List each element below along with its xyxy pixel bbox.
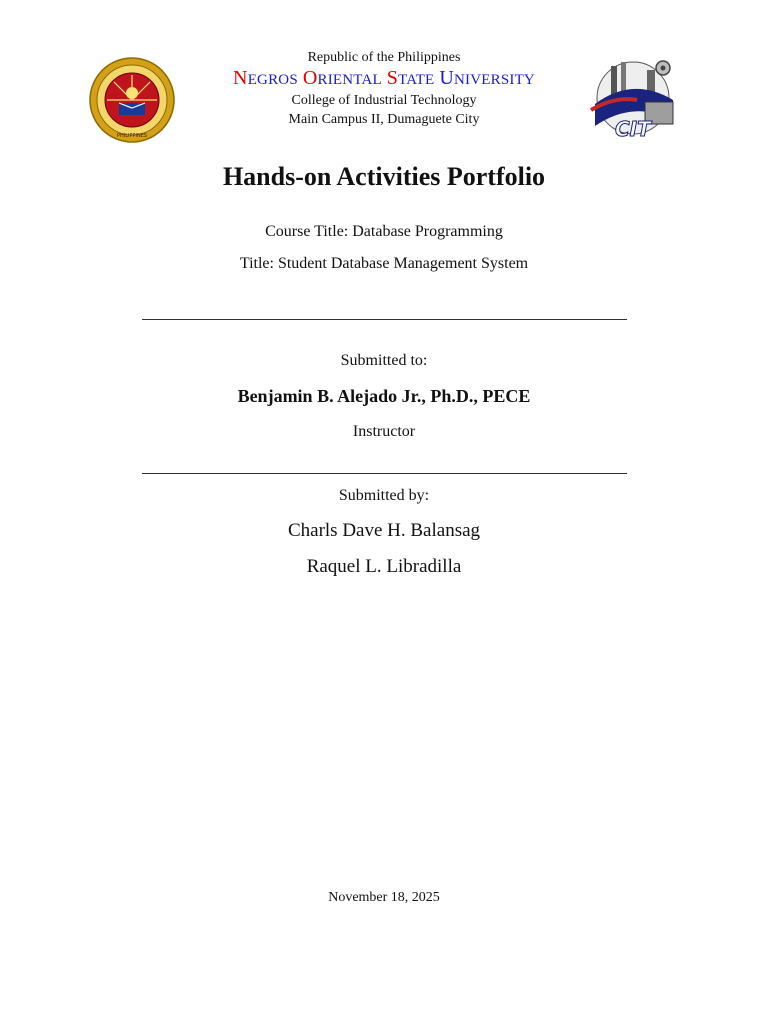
submission-date: November 18, 2025	[328, 890, 440, 905]
cit-logo-text: CIT	[615, 117, 651, 141]
college-line: College of Industrial Technology	[291, 93, 477, 108]
course-title: Course Title: Database Programming	[265, 223, 503, 240]
university-name	[0, 67, 768, 91]
page-title: Hands-on Activities Portfolio	[222, 162, 546, 191]
university-name-word: ORIENTAL	[302, 67, 382, 89]
submitted-by-label: Submitted by:	[338, 487, 430, 504]
campus-line: Main Campus II, Dumaguete City	[288, 112, 480, 127]
submitted-to-label: Submitted to:	[340, 352, 428, 369]
letterhead	[0, 48, 768, 129]
seal-ring-text-bottom: PHILIPPINES	[116, 133, 148, 139]
university-name-word: UNIVERSITY	[439, 67, 535, 89]
instructor-name: Benjamin B. Alejado Jr., Ph.D., PECE	[237, 386, 531, 406]
university-name-word: STATE	[386, 67, 435, 89]
instructor-role: Instructor	[352, 423, 416, 440]
author-name: Charls Dave H. Balansag	[287, 520, 481, 541]
university-name-word: NEGROS	[233, 67, 298, 89]
divider-bottom	[142, 473, 627, 474]
divider-top	[142, 319, 627, 320]
project-title: Title: Student Database Management System	[239, 255, 529, 272]
author-name: Raquel L. Libradilla	[306, 556, 462, 577]
republic-line: Republic of the Philippines	[307, 50, 461, 65]
